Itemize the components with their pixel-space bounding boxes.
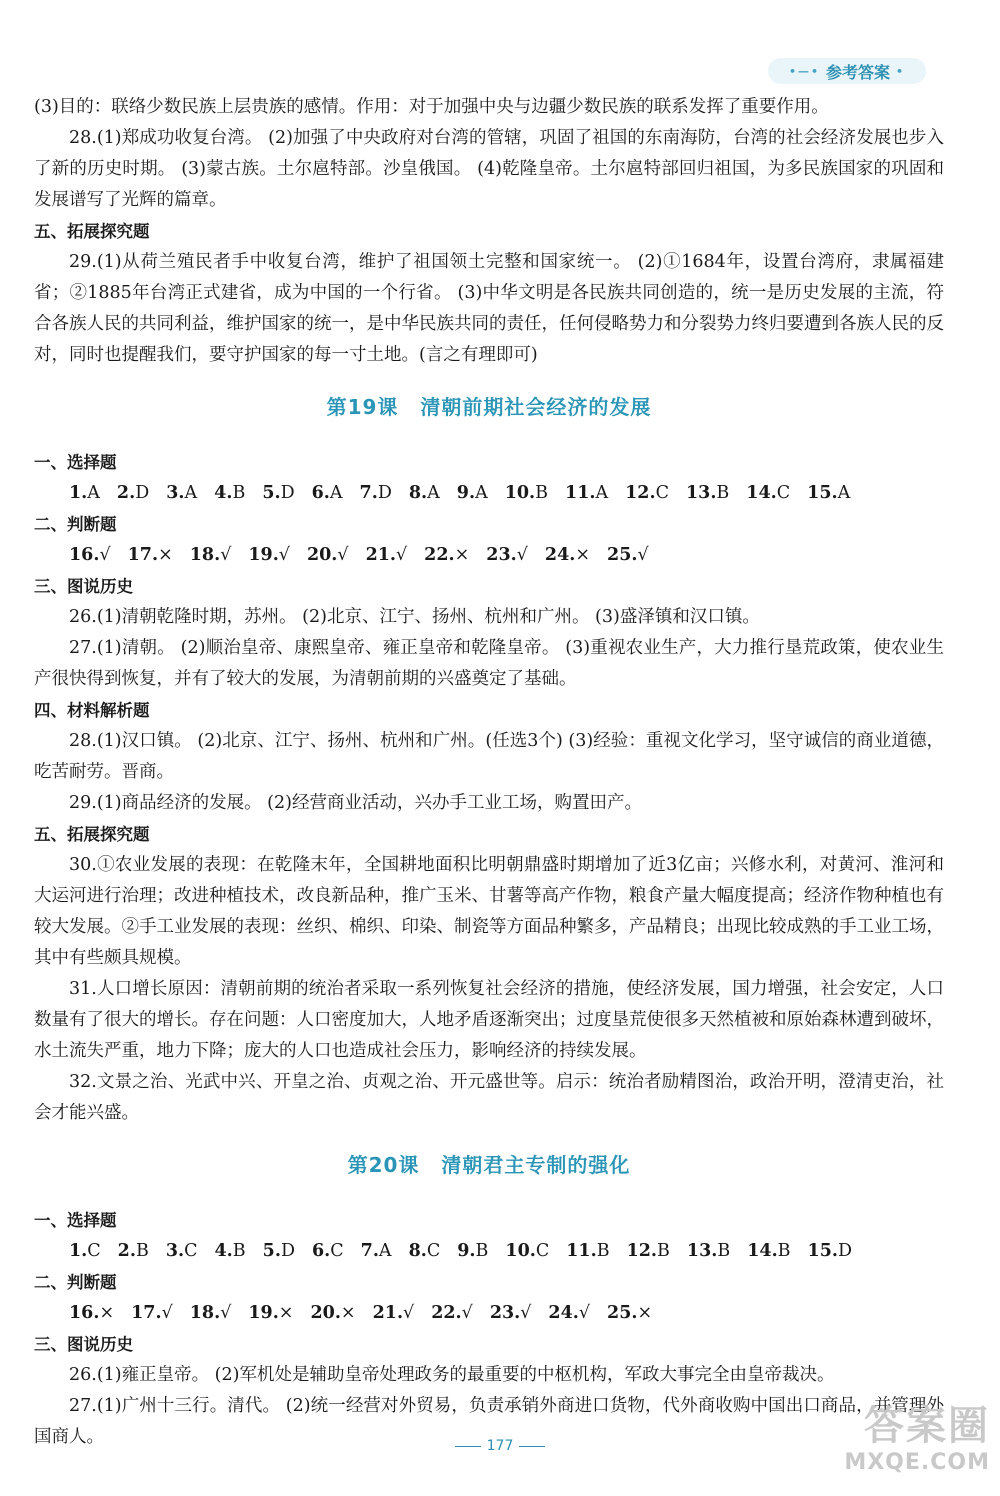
answer-item: 25.√: [607, 545, 649, 565]
answer-item: 15.A: [807, 483, 851, 503]
lesson-19-title: [34, 391, 944, 423]
decor-dots-right: •: [896, 64, 906, 78]
watermark-logo: [800, 1402, 990, 1488]
section-heading: 二、判断题: [34, 515, 117, 534]
page-number: 177: [486, 1438, 514, 1454]
answer-item: 6.A: [311, 483, 343, 503]
section-heading: 五、拓展探究题: [34, 825, 150, 844]
lesson-20-title: [34, 1149, 944, 1181]
section-heading: 三、图说历史: [34, 577, 133, 596]
section-heading: 三、图说历史: [34, 1335, 133, 1354]
answer-item: 14.B: [747, 1241, 791, 1261]
answer-item: 17.×: [127, 545, 173, 565]
answer-item: 5.D: [262, 483, 295, 503]
watermark-url: MXQE.COM: [844, 1450, 990, 1475]
paragraph: 26.(1)雍正皇帝。 (2)军机处是辅助皇帝处理政务的最重要的中枢机构，军政大事完全由皇帝裁决。: [69, 1365, 835, 1385]
answer-item: 12.B: [626, 1241, 670, 1261]
paragraph: 31.人口增长原因：清朝前期的统治者采取一系列恢复社会经济的措施，使经济发展，国力增强，社会安定，人口数量有了很大的增长。存在问题：人口密度加大，人地矛盾逐渐突出；过度垦荒使很多天然植被和原始森林遭到破坏，水土流失严重，地力下降；庞大的人口也造成社会压力，影响经济的持续发展。: [34, 979, 944, 1061]
paragraph: (3)目的：联络少数民族上层贵族的感情。作用：对于加强中央与边疆少数民族的联系发挥了重要作用。: [34, 97, 829, 117]
answer-item: 1.C: [69, 1241, 101, 1261]
paragraph: 27.(1)清朝。 (2)顺治皇帝、康熙皇帝、雍正皇帝和乾隆皇帝。 (3)重视农业生产，大力推行垦荒政策，使农业生产很快得到恢复，并有了较大的发展，为清朝前期的兴盛奠定了基础。: [34, 638, 944, 689]
answer-item: 16.×: [69, 1303, 115, 1323]
answer-item: 6.C: [311, 1241, 344, 1261]
answer-item: 16.√: [69, 545, 111, 565]
answer-item: 3.A: [166, 483, 198, 503]
paragraph: 27.(1)广州十三行。清代。 (2)统一经营对外贸易，负责承销外商进口货物，代外商收购中国出口商品，并管理外国商人。: [34, 1396, 944, 1447]
answer-item: 21.√: [372, 1303, 415, 1323]
paragraph: 28.(1)郑成功收复台湾。 (2)加强了中央政府对台湾的管辖，巩固了祖国的东南海防，台湾的社会经济发展也步入了新的历史时期。 (3)蒙古族。土尔扈特部。沙皇俄国。 (4)乾隆皇帝。土尔扈特部回归祖国，为多民族国家的巩固和发展谱写了光辉的篇章。: [34, 128, 944, 210]
paragraph: 29.(1)商品经济的发展。 (2)经营商业活动，兴办手工业工场，购置田产。: [69, 793, 642, 813]
lesson-name: 清朝前期社会经济的发展: [420, 395, 652, 419]
answer-item: 10.B: [504, 483, 549, 503]
answer-item: 12.C: [625, 483, 669, 503]
paragraph: 30.①农业发展的表现：在乾隆末年，全国耕地面积比明朝鼎盛时期增加了近3亿亩；兴修水利，对黄河、淮河和大运河进行治理；改进种植技术，改良新品种，推广玉米、甘薯等高产作物，粮食产量大幅度提高；经济作物种植也有较大发展。②手工业发展的表现：丝织、棉织、印染、制瓷等方面品种繁多，产品精良；出现比较成熟的手工业工场，其中有些颇具规模。: [34, 855, 944, 968]
paragraph: 26.(1)清朝乾隆时期，苏州。 (2)北京、江宁、扬州、杭州和广州。 (3)盛泽镇和汉口镇。: [69, 607, 760, 627]
answer-item: 9.B: [457, 1241, 489, 1261]
answer-item: 4.B: [214, 483, 246, 503]
answer-item: 2.D: [116, 483, 150, 503]
answer-item: 25.×: [607, 1303, 653, 1323]
answer-item: 18.√: [189, 1303, 232, 1323]
answer-item: 20.√: [306, 545, 349, 565]
divider: [519, 1446, 545, 1447]
answer-item: 19.×: [248, 1303, 294, 1323]
answer-item: 24.√: [548, 1303, 591, 1323]
section-heading: 一、选择题: [34, 1211, 117, 1230]
answer-item: 17.√: [131, 1303, 173, 1323]
divider: [455, 1446, 481, 1447]
header-tag-label: 参考答案: [826, 62, 891, 82]
answer-item: 14.C: [746, 483, 791, 503]
answer-item: 11.A: [565, 483, 609, 503]
answer-item: 13.B: [685, 483, 730, 503]
lesson-number: 第19课: [326, 395, 399, 419]
paragraph: 32.文景之治、光武中兴、开皇之治、贞观之治、开元盛世等。启示：统治者励精图治，政治开明，澄清吏治，社会才能兴盛。: [34, 1072, 944, 1123]
header-tag: [768, 58, 926, 84]
section-heading: 二、判断题: [34, 1273, 117, 1292]
answer-item: 21.√: [365, 545, 408, 565]
answer-item: 15.D: [807, 1241, 853, 1261]
answer-item: 24.×: [544, 545, 591, 565]
answer-item: 11.B: [566, 1241, 610, 1261]
answer-item: 3.C: [165, 1241, 198, 1261]
answer-item: 20.×: [310, 1303, 356, 1323]
answer-content: [34, 92, 944, 1453]
answer-item: 8.C: [408, 1241, 441, 1261]
answer-item: 10.C: [505, 1241, 550, 1261]
answer-item: 2.B: [117, 1241, 149, 1261]
answer-item: 8.A: [408, 483, 440, 503]
section-heading: 五、拓展探究题: [34, 222, 150, 241]
answer-item: 13.B: [686, 1241, 731, 1261]
answer-item: 19.√: [248, 545, 290, 565]
answer-item: 1.A: [69, 483, 100, 503]
judge-answers: [34, 540, 944, 571]
answer-item: 22.√: [431, 1303, 473, 1323]
answer-item: 4.B: [214, 1241, 246, 1261]
answer-item: 5.D: [262, 1241, 295, 1261]
answer-item: 23.√: [489, 1303, 532, 1323]
paragraph: 28.(1)汉口镇。 (2)北京、江宁、扬州、杭州和广州。(任选3个) (3)经验：重视文化学习，坚守诚信的商业道德，吃苦耐劳。晋商。: [34, 731, 944, 782]
choice-answers: [34, 1236, 944, 1267]
lesson-name: 清朝君主专制的强化: [441, 1153, 631, 1177]
choice-answers: [34, 478, 944, 509]
section-heading: 四、材料解析题: [34, 701, 150, 720]
answer-item: 9.A: [456, 483, 488, 503]
answer-item: 22.×: [424, 545, 470, 565]
watermark-text: 答案圈: [864, 1403, 990, 1449]
lesson-number: 第20课: [347, 1153, 420, 1177]
answer-item: 23.√: [486, 545, 528, 565]
answer-item: 7.A: [360, 1241, 392, 1261]
decor-dots-left: •—•: [788, 64, 820, 78]
paragraph: 29.(1)从荷兰殖民者手中收复台湾，维护了祖国领土完整和国家统一。 (2)①1684年，设置台湾府，隶属福建省；②1885年台湾正式建省，成为中国的一个行省。 (3)中华文明是各民族共同创造的，统一是历史发展的主流，符合各族人民的共同利益，维护国家的统一，是中华民族共同的责任，任何侵略势力和分裂势力终归要遭到各族人民的反对，同时也提醒我们，要守护国家的每一寸土地。(言之有理即可): [34, 252, 944, 365]
answer-item: 7.D: [359, 483, 392, 503]
section-heading: 一、选择题: [34, 453, 117, 472]
judge-answers: [34, 1298, 944, 1329]
answer-item: 18.√: [189, 545, 232, 565]
